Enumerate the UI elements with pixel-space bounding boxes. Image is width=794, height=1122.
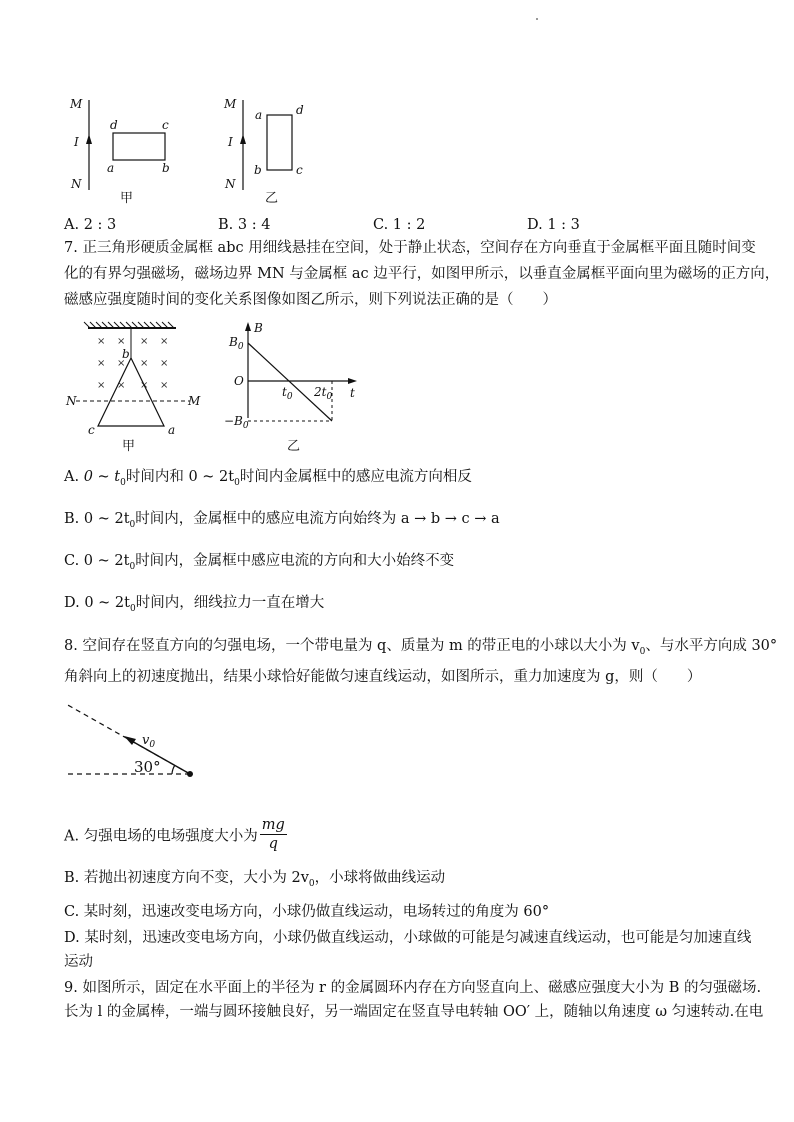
option-label: A. [64, 469, 80, 485]
option-text: 1 : 3 [547, 217, 580, 233]
fraction [260, 816, 287, 853]
q8-stem-line-2: 角斜向上的初速度抛出，结果小球恰好能做匀速直线运动，如图所示，重力加速度为 g，则（ ） [64, 669, 702, 685]
q6-figure-yi [222, 90, 322, 210]
label-I: I [228, 135, 233, 149]
q7-option-d[interactable] [64, 593, 324, 619]
subscript: 0 [234, 477, 240, 488]
q6-figure-jia [66, 90, 186, 210]
svg-text:×: × [117, 358, 126, 369]
q9-stem-line-1: 9. 如图所示，固定在水平面上的半径为 r 的金属圆环内存在方向竖直向上、磁感应强度大小为 B 的匀强磁场. [64, 980, 762, 996]
svg-text:×: × [117, 380, 126, 391]
label-B0: $B_0$ [229, 335, 244, 352]
q7-figure-yi [224, 318, 374, 458]
scan-dot [536, 18, 538, 20]
q6-option-b[interactable] [218, 215, 270, 235]
label-v0: $v_0$ [142, 733, 156, 750]
caption-jia: 甲 [122, 439, 136, 454]
option-text: 匀强电场的电场强度大小为 [83, 828, 258, 845]
option-label: B. [64, 870, 80, 886]
option-label: A. [64, 217, 80, 233]
option-label: B. [64, 511, 80, 527]
subscript: 0 [308, 878, 315, 889]
q8-option-c[interactable] [64, 902, 549, 922]
label-neg-B0: $-B_0$ [224, 414, 249, 431]
caption-yi: 乙 [287, 439, 301, 454]
svg-text:×: × [97, 380, 106, 391]
option-text: 2 : 3 [83, 217, 117, 233]
option-text: 时间内，金属框中感应电流的方向和大小始终不变 [135, 553, 455, 569]
option-text: 1 : 2 [392, 217, 426, 233]
q9-stem-line-2: 长为 l 的金属棒，一端与圆环接触良好，另一端固定在竖直导电转轴 OO′ 上，随轴以角速度 ω 匀速转动.在电 [64, 1004, 764, 1020]
label-d: d [110, 118, 118, 132]
label-c: c [296, 163, 303, 177]
label-b: b [122, 347, 130, 361]
subscript: 0 [120, 477, 126, 488]
label-N: N [225, 177, 236, 191]
label-M: M [188, 394, 201, 408]
svg-text:×: × [160, 358, 169, 369]
math-text: 0 ~ 2t [83, 511, 130, 527]
option-text: 时间内，金属框中的感应电流方向始终为 a → b → c → a [135, 511, 500, 527]
label-d: d [296, 103, 304, 117]
label-b: b [254, 163, 262, 177]
label-t0: $t_0$ [282, 385, 293, 402]
label-a: a [168, 423, 176, 437]
axis-label-B: B [254, 321, 263, 335]
option-label: C. [64, 904, 80, 920]
svg-text:×: × [160, 380, 169, 391]
denominator: q [268, 836, 278, 852]
svg-text:×: × [140, 358, 149, 369]
q7-stem-line-3: 磁感应强度随时间的变化关系图像如图乙所示，则下列说法正确的是（ ） [64, 292, 557, 308]
label-N: N [71, 177, 82, 191]
q6-option-a[interactable] [64, 215, 116, 235]
label-a: a [107, 161, 115, 175]
option-label: A. [64, 828, 80, 845]
q7-stem-line-1: 7. 正三角形硬质金属框 abc 用细线悬挂在空间，处于静止状态，空间存在方向垂直于金属框平面且随时间变 [64, 240, 756, 256]
stem-text: 、与水平方向成 30° [645, 638, 778, 654]
label-c: c [88, 423, 95, 437]
svg-text:×: × [117, 336, 126, 347]
q8-option-d-line-2[interactable]: 运动 [64, 954, 93, 970]
label-N: N [66, 394, 77, 408]
numerator: mg [261, 817, 285, 833]
subscript: 0 [129, 603, 136, 614]
label-I: I [74, 135, 79, 149]
option-label: D. [64, 595, 80, 611]
option-text: 若抛出初速度方向不变，大小为 2v [83, 870, 309, 886]
label-M: M [224, 97, 237, 111]
q7-figure-jia [64, 318, 201, 458]
q6-option-d[interactable] [527, 215, 580, 235]
subscript: 0 [639, 646, 646, 657]
label-2t0: $2t_0$ [314, 385, 333, 402]
axis-label-t: t [350, 386, 355, 400]
option-text: 时间内，细线拉力一直在增大 [135, 595, 325, 611]
subscript: 0 [129, 519, 136, 530]
option-label: D. [527, 217, 543, 233]
stem-text: 8. 空间存在竖直方向的匀强电场，一个带电量为 q、质量为 m 的带正电的小球以大小为 v [64, 638, 640, 654]
svg-text:×: × [140, 380, 149, 391]
label-c: c [162, 118, 169, 132]
q8-stem-line-1 [64, 636, 777, 662]
q7-option-b[interactable] [64, 509, 500, 535]
label-angle: 30° [134, 758, 161, 776]
math-text: 0 ~ 2t [83, 553, 130, 569]
option-label: C. [64, 553, 80, 569]
svg-text:×: × [160, 336, 169, 347]
option-text: 时间内金属框中的感应电流方向相反 [239, 469, 472, 485]
math-text: 0 ~ 2t [84, 595, 130, 611]
q8-option-a[interactable] [64, 818, 287, 855]
svg-text:×: × [140, 336, 149, 347]
option-text: 某时刻，迅速改变电场方向，小球仍做直线运动，电场转过的角度为 60° [83, 904, 550, 920]
q8-option-b[interactable] [64, 868, 445, 894]
option-label: B. [218, 217, 234, 233]
label-b: b [162, 161, 170, 175]
svg-text:×: × [97, 358, 106, 369]
svg-text:×: × [97, 336, 106, 347]
q7-option-c[interactable] [64, 551, 454, 577]
q8-figure [64, 698, 204, 783]
label-a: a [255, 108, 263, 122]
q7-option-a[interactable] [64, 467, 472, 493]
option-text: 时间内和 0 ~ 2t [125, 469, 235, 485]
math-text: 0 ~ t [83, 469, 121, 485]
q8-option-d-line-1[interactable]: D. 某时刻，迅速改变电场方向，小球仍做直线运动，小球做的可能是匀减速直线运动，也可能是匀加速直线 [64, 930, 752, 946]
q7-stem-line-2: 化的有界匀强磁场，磁场边界 MN 与金属框 ac 边平行，如图甲所示，以垂直金属框平面向里为磁场的正方向， [64, 266, 780, 282]
option-label: C. [373, 217, 389, 233]
option-text: 3 : 4 [237, 217, 271, 233]
q6-option-c[interactable] [373, 215, 425, 235]
label-M: M [70, 97, 83, 111]
option-text: ，小球将做曲线运动 [314, 870, 446, 886]
label-O: O [234, 374, 244, 388]
subscript: 0 [129, 561, 136, 572]
caption-yi: 乙 [265, 191, 279, 206]
caption-jia: 甲 [120, 191, 134, 206]
